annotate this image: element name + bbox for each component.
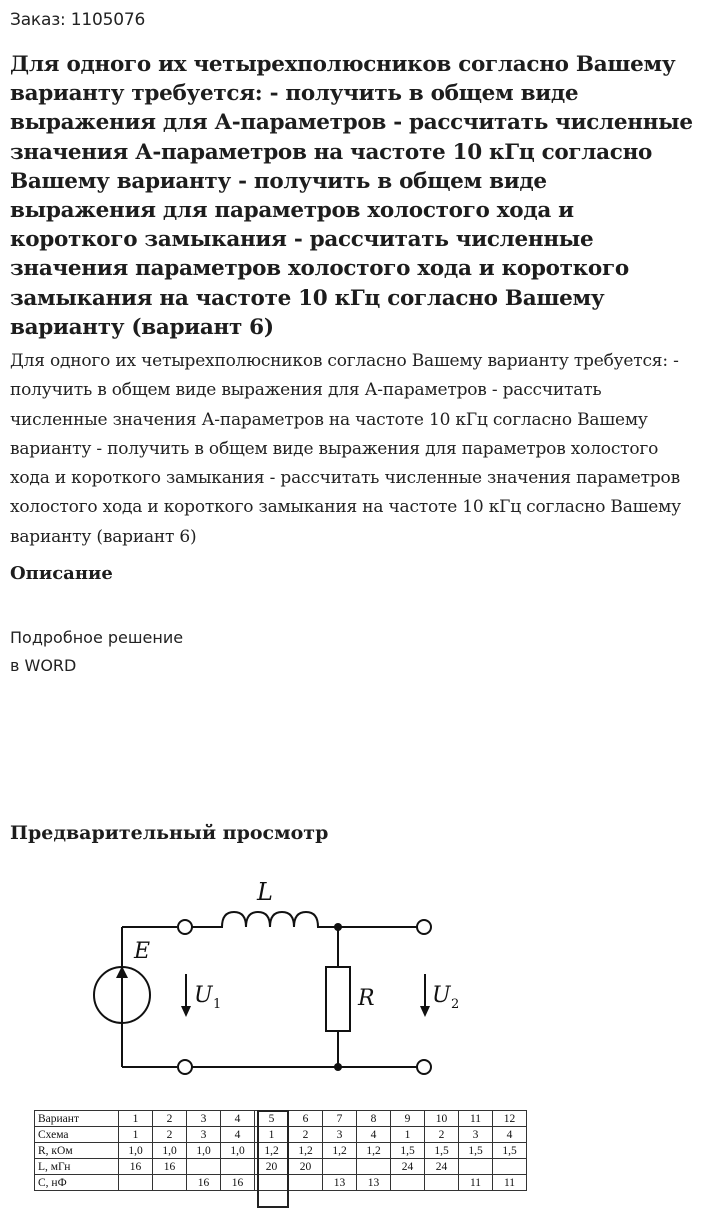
description-heading: Описание bbox=[10, 563, 113, 584]
table-cell: 16 bbox=[119, 1159, 153, 1175]
table-cell: L, мГн bbox=[35, 1159, 119, 1175]
table-cell: 1,2 bbox=[289, 1143, 323, 1159]
table-cell: 1,5 bbox=[459, 1143, 493, 1159]
table-cell: 9 bbox=[391, 1111, 425, 1127]
table-cell: 16 bbox=[187, 1175, 221, 1191]
table-cell: 10 bbox=[425, 1111, 459, 1127]
u2-label: U bbox=[432, 983, 451, 1008]
junction-top bbox=[334, 923, 342, 931]
table-cell: 13 bbox=[323, 1175, 357, 1191]
table-cell: 1,0 bbox=[187, 1143, 221, 1159]
table-cell bbox=[221, 1159, 255, 1175]
table-cell bbox=[493, 1159, 527, 1175]
table-cell: 16 bbox=[153, 1159, 187, 1175]
table-row bbox=[35, 1127, 527, 1143]
table-cell bbox=[289, 1175, 323, 1191]
table-cell bbox=[187, 1159, 221, 1175]
table-cell: 7 bbox=[323, 1111, 357, 1127]
table-cell: 24 bbox=[425, 1159, 459, 1175]
table-cell bbox=[255, 1175, 289, 1191]
table-cell bbox=[119, 1175, 153, 1191]
table-row bbox=[35, 1159, 527, 1175]
table-cell: 11 bbox=[459, 1111, 493, 1127]
table-cell: 1 bbox=[255, 1127, 289, 1143]
preview-heading: Предварительный просмотр bbox=[10, 822, 329, 844]
table-cell bbox=[357, 1159, 391, 1175]
table-cell: Схема bbox=[35, 1127, 119, 1143]
table-cell: 1,2 bbox=[255, 1143, 289, 1159]
resistor-symbol bbox=[326, 967, 350, 1031]
table-cell: 20 bbox=[289, 1159, 323, 1175]
table-cell: 1,5 bbox=[493, 1143, 527, 1159]
table-cell: 11 bbox=[493, 1175, 527, 1191]
table-cell: 4 bbox=[221, 1127, 255, 1143]
table-cell: 12 bbox=[493, 1111, 527, 1127]
table-cell: 3 bbox=[459, 1127, 493, 1143]
terminal-out-top bbox=[417, 920, 431, 934]
table-cell: 13 bbox=[357, 1175, 391, 1191]
table-cell: 2 bbox=[425, 1127, 459, 1143]
table-cell bbox=[323, 1159, 357, 1175]
table-cell: 1 bbox=[119, 1111, 153, 1127]
u1-arrow-head bbox=[181, 1006, 191, 1017]
table-cell: 1,2 bbox=[323, 1143, 357, 1159]
table-cell: 1 bbox=[391, 1127, 425, 1143]
junction-bottom bbox=[334, 1063, 342, 1071]
description-body bbox=[10, 624, 183, 680]
source-label: E bbox=[134, 939, 151, 964]
table-cell: 4 bbox=[357, 1127, 391, 1143]
table-cell: 20 bbox=[255, 1159, 289, 1175]
table-cell: 1,0 bbox=[119, 1143, 153, 1159]
u2-arrow-head bbox=[420, 1006, 430, 1017]
variant-table bbox=[34, 1110, 527, 1191]
table-cell: 3 bbox=[187, 1111, 221, 1127]
table-row bbox=[35, 1111, 527, 1127]
table-cell: 6 bbox=[289, 1111, 323, 1127]
table-cell: 1 bbox=[119, 1127, 153, 1143]
table-cell: 4 bbox=[221, 1111, 255, 1127]
table-cell: 5 bbox=[255, 1111, 289, 1127]
table-cell: 1,0 bbox=[153, 1143, 187, 1159]
table-cell: R, кОм bbox=[35, 1143, 119, 1159]
table-cell: 8 bbox=[357, 1111, 391, 1127]
table-cell bbox=[153, 1175, 187, 1191]
order-number: Заказ: 1105076 bbox=[10, 10, 146, 30]
description-line: Подробное решение bbox=[10, 628, 184, 647]
table-cell bbox=[425, 1175, 459, 1191]
table-cell: 1,2 bbox=[357, 1143, 391, 1159]
table-cell: 2 bbox=[153, 1127, 187, 1143]
resistor-label: R bbox=[358, 986, 375, 1011]
circuit-diagram bbox=[0, 860, 701, 1105]
table-cell: 4 bbox=[493, 1127, 527, 1143]
description-line: в WORD bbox=[10, 656, 77, 675]
inductor-symbol bbox=[192, 912, 338, 927]
page-title: Для одного их четырехполюсников согласно Вашему варианту требуется: - получить в общем виде выражения для А-параметров - рассчитать численные значения А-параметров на частоте 10 кГц согласно Вашему варианту - получить в общем виде выражения для параметров холостого хода и короткого замыкания - рассчитать численные значения параметров холостого хода и короткого замыкания на частоте 10 кГц согласно Вашему варианту (вариант 6) bbox=[10, 52, 693, 340]
table-row bbox=[35, 1143, 527, 1159]
terminal-out-bottom bbox=[417, 1060, 431, 1074]
table-cell: 1,5 bbox=[425, 1143, 459, 1159]
table-cell: 1,5 bbox=[391, 1143, 425, 1159]
table-cell: 16 bbox=[221, 1175, 255, 1191]
table-cell: 2 bbox=[153, 1111, 187, 1127]
table-row bbox=[35, 1175, 527, 1191]
u2-subscript: 2 bbox=[451, 997, 460, 1012]
table-cell: C, нФ bbox=[35, 1175, 119, 1191]
table-cell bbox=[459, 1159, 493, 1175]
table-cell: 1,0 bbox=[221, 1143, 255, 1159]
inductor-label: L bbox=[257, 878, 273, 906]
table-cell: Вариант bbox=[35, 1111, 119, 1127]
u1-subscript: 1 bbox=[213, 997, 222, 1012]
table-cell: 3 bbox=[187, 1127, 221, 1143]
table-cell: 11 bbox=[459, 1175, 493, 1191]
preview-image bbox=[0, 860, 701, 1220]
terminal-in-top bbox=[178, 920, 192, 934]
u1-label: U bbox=[194, 983, 213, 1008]
terminal-in-bottom bbox=[178, 1060, 192, 1074]
lead-paragraph: Для одного их четырехполюсников согласно Вашему варианту требуется: - получить в общем виде выражения для А-параметров - рассчитать численные значения А-параметров на частоте 10 кГц согласно Вашему варианту - получить в общем виде выражения для параметров холостого хода и короткого замыкания - рассчитать численные значения параметров холостого хода и короткого замыкания на частоте 10 кГц согласно Вашему варианту (вариант 6) bbox=[10, 351, 681, 547]
table-cell: 3 bbox=[323, 1127, 357, 1143]
table-cell: 24 bbox=[391, 1159, 425, 1175]
table-cell: 2 bbox=[289, 1127, 323, 1143]
table-cell bbox=[391, 1175, 425, 1191]
